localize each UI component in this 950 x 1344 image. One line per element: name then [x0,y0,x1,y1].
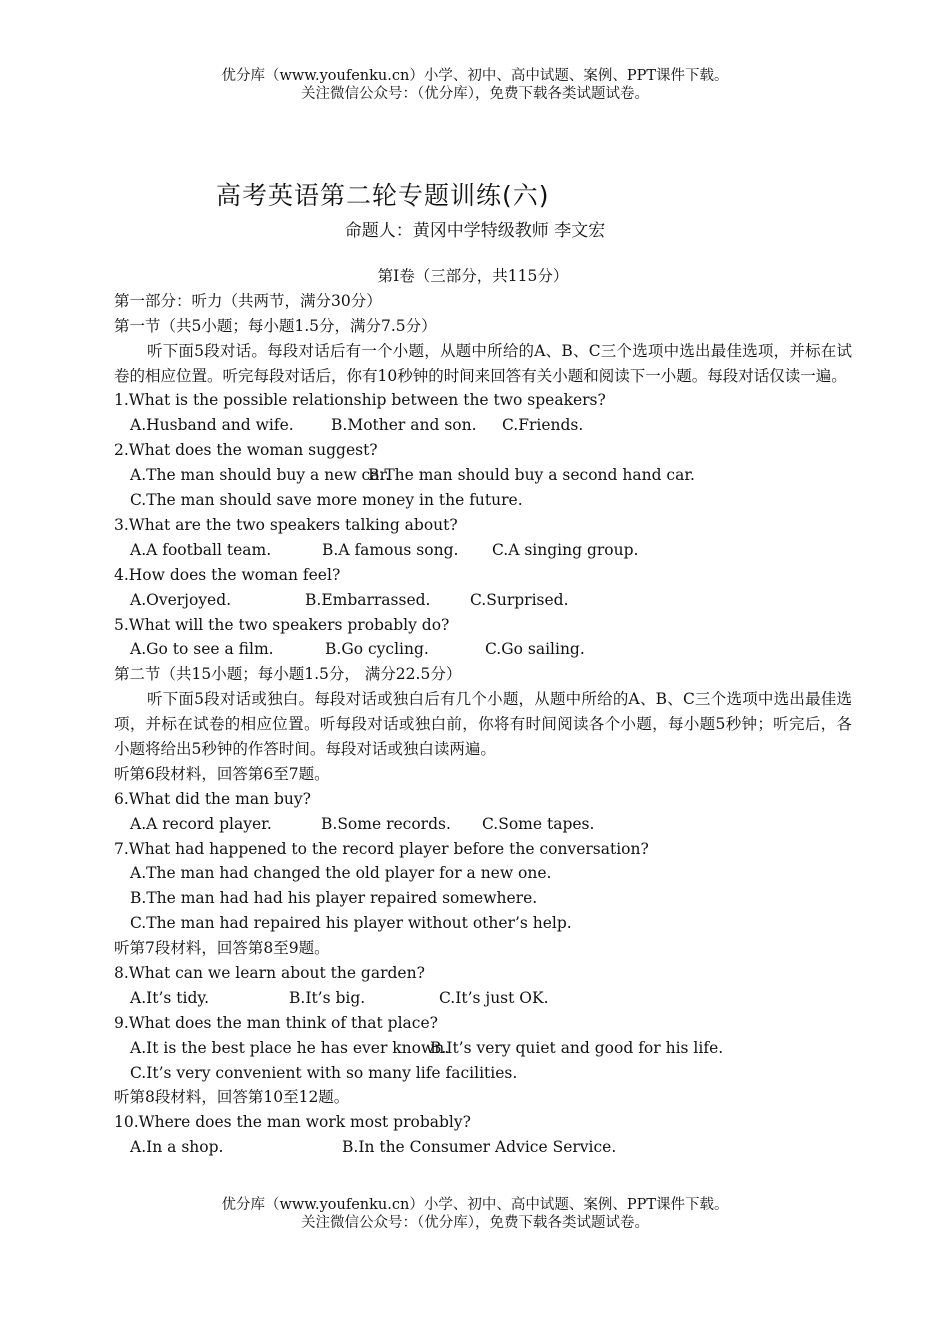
option-c: C.It’s just OK. [439,988,549,1007]
question-2-options [114,463,852,488]
question-8-options [114,986,852,1011]
option-a: A.A record player. [130,814,272,833]
option-a: A.Overjoyed. [130,590,232,609]
page-title: 高考英语第二轮专题训练(六) [216,181,550,210]
option-b: B.The man had had his player repaired somewhere. [130,889,538,908]
section1-heading: 第一节（共5小题；每小题1.5分，满分7.5分） [114,316,437,335]
option-b: B.Embarrassed. [305,590,431,609]
exam-content [114,264,852,1160]
part1-heading: 第一部分：听力（共两节，满分30分） [114,291,382,310]
option-c: C.Some tapes. [482,814,595,833]
option-a: A.The man should buy a new car. [130,466,391,485]
question-6-stem: 6.What did the man buy? [114,789,311,808]
page-header [0,67,950,103]
question-1-options [114,413,852,438]
header-line-2: 关注微信公众号：（优分库），免费下载各类试题试卷。 [301,86,649,102]
question-2-option-c [114,488,852,513]
option-c: C.Surprised. [470,590,569,609]
option-c: C.It’s very convenient with so many life facilities. [130,1063,518,1082]
question-7-option-b [114,886,852,911]
header-line-1: 优分库（www.youfenku.cn）小学、初中、高中试题、案例、PPT课件下载。 [221,68,729,84]
option-c: C.The man had repaired his player without other’s help. [130,914,572,933]
question-3-options [114,538,852,563]
question-10-stem: 10.Where does the man work most probably? [114,1113,471,1132]
option-a: A.The man had changed the old player for a new one. [130,864,552,883]
question-7-option-a [114,861,852,886]
author: 命题人：黄冈中学特级教师 李文宏 [344,221,606,241]
option-a: A.It is the best place he has ever known. [130,1038,450,1057]
option-a: A.In a shop. [130,1138,224,1157]
section2-instructions: 听下面5段对话或独白。每段对话或独白后有几个小题，从题中所给的A、B、C三个选项中选出最佳选项，并标在试卷的相应位置。听每段对话或独白前，你将有时间阅读各个小题，每小题5秒钟；听完后，各小题将给出5秒钟的作答时间。每段对话或独白读两遍。 [114,690,852,758]
material-8-heading: 听第8段材料，回答第10至12题。 [114,1088,350,1107]
volume-heading: 第Ⅰ卷（三部分，共115分） [377,267,569,285]
section2-heading: 第二节（共15小题；每小题1.5分， 满分22.5分） [114,665,462,684]
option-c: C.Go sailing. [485,640,585,659]
question-8-stem: 8.What can we learn about the garden? [114,964,425,983]
option-b: B.It’s big. [289,988,366,1007]
option-b: B.Go cycling. [325,640,429,659]
question-1-stem: 1.What is the possible relationship between the two speakers? [114,391,606,410]
question-2-stem: 2.What does the woman suggest? [114,441,378,460]
option-a: A.It’s tidy. [130,988,210,1007]
question-9-options [114,1036,852,1061]
option-b: B.It’s very quiet and good for his life. [430,1038,724,1057]
question-7-option-c [114,911,852,936]
question-7-stem: 7.What had happened to the record player before the conversation? [114,839,649,858]
option-b: B.The man should buy a second hand car. [368,466,695,485]
option-c: C.A singing group. [492,540,639,559]
footer-line-2: 关注微信公众号：（优分库），免费下载各类试题试卷。 [301,1215,649,1231]
option-b: B.Mother and son. [331,416,477,435]
author-line [0,216,950,241]
question-6-options [114,812,852,837]
option-c: C.The man should save more money in the future. [130,491,523,510]
option-a: A.Go to see a film. [130,640,274,659]
option-a: A.Husband and wife. [130,416,294,435]
material-7-heading: 听第7段材料，回答第8至9题。 [114,939,330,958]
section1-instructions: 听下面5段对话。每段对话后有一个小题，从题中所给的A、B、C三个选项中选出最佳选项，并标在试卷的相应位置。听完每段对话后，你有10秒钟的时间来回答有关小题和阅读下一小题。每段对话仅读一遍。 [114,341,852,385]
option-a: A.A football team. [130,540,272,559]
option-b: B.In the Consumer Advice Service. [342,1138,617,1157]
footer-line-1: 优分库（www.youfenku.cn）小学、初中、高中试题、案例、PPT课件下载。 [221,1197,729,1213]
question-3-stem: 3.What are the two speakers talking about? [114,515,458,534]
option-b: B.Some records. [321,814,451,833]
question-9-stem: 9.What does the man think of that place? [114,1013,438,1032]
material-6-heading: 听第6段材料，回答第6至7题。 [114,764,330,783]
option-c: C.Friends. [502,416,584,435]
question-4-options [114,588,852,613]
question-5-stem: 5.What will the two speakers probably do? [114,615,450,634]
question-5-options [114,637,852,662]
question-9-option-c [114,1061,852,1086]
option-b: B.A famous song. [322,540,459,559]
page-footer [0,1196,950,1232]
question-4-stem: 4.How does the woman feel? [114,565,341,584]
question-10-options [114,1135,852,1160]
